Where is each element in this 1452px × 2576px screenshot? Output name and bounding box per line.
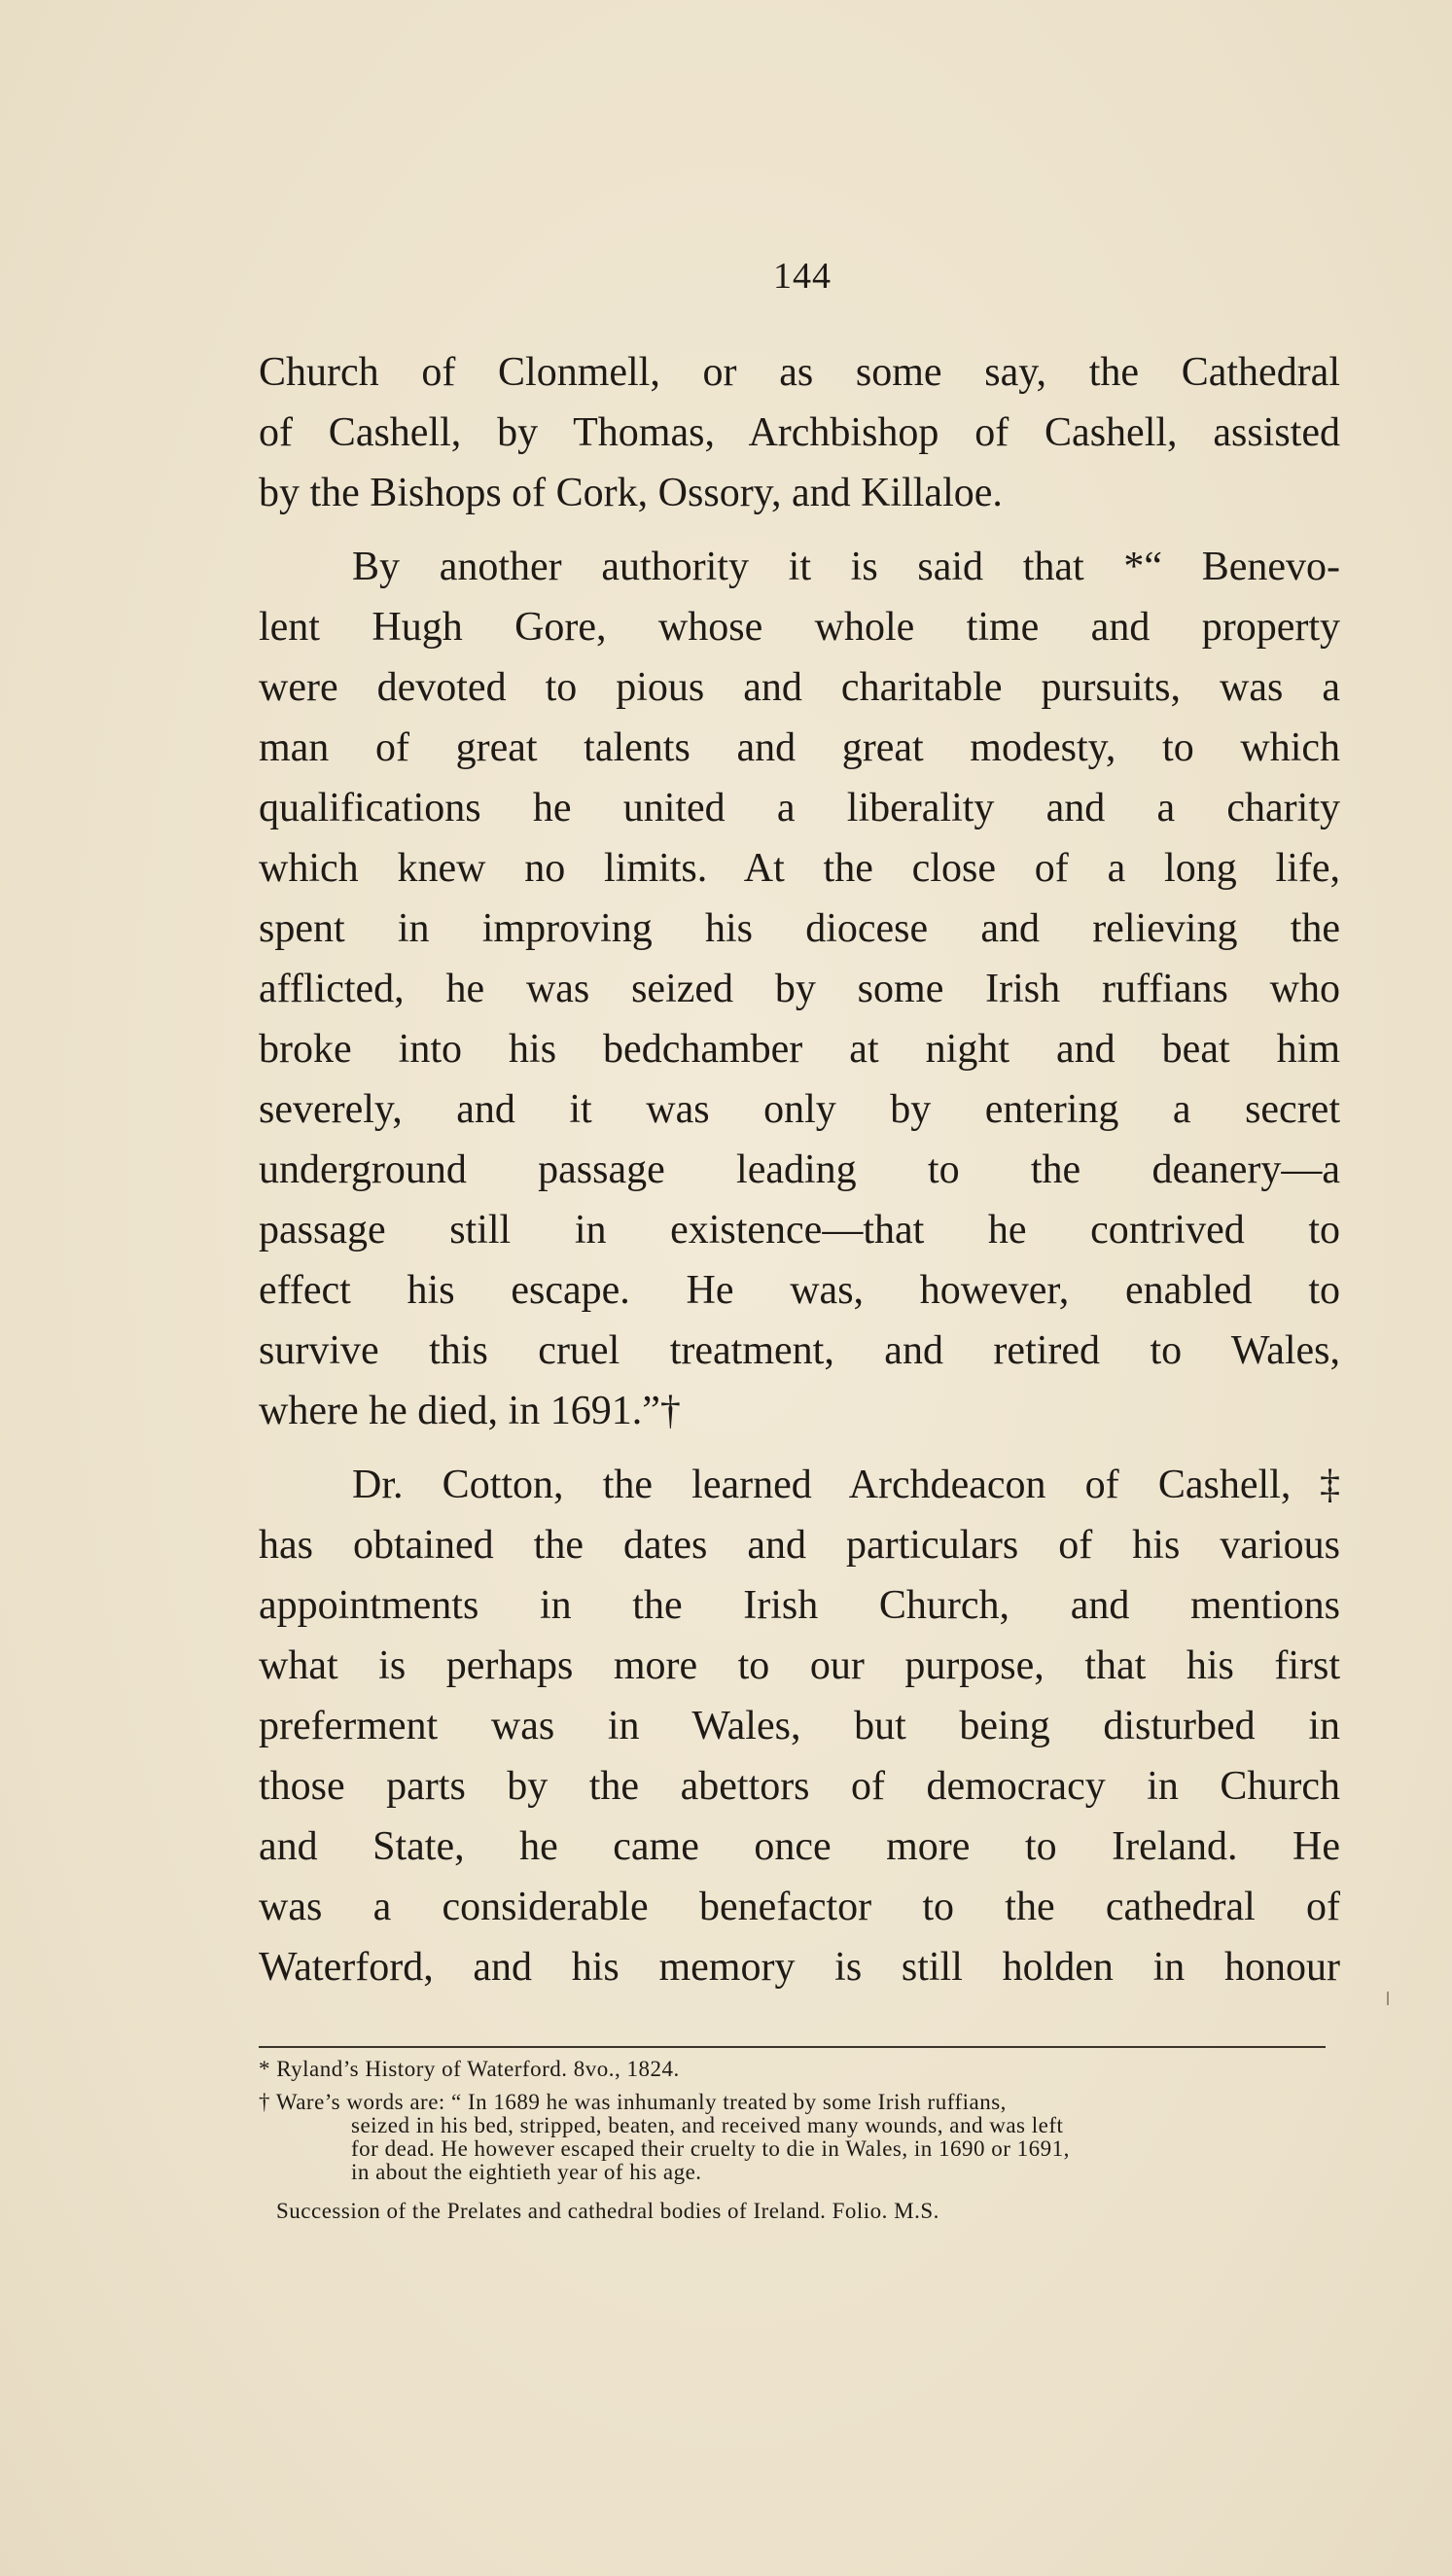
text-line: spent in improving his diocese and relieving the: [259, 906, 1340, 951]
footnote-1: [259, 2058, 1340, 2081]
text-line: underground passage leading to the deanery—a: [259, 1147, 1340, 1192]
text-line: effect his escape. He was, however, enabled to: [259, 1268, 1340, 1313]
text-line: what is perhaps more to our purpose, that his first: [259, 1643, 1340, 1688]
text-line: qualifications he united a liberality and a charity: [259, 786, 1340, 830]
text-line: of Cashell, by Thomas, Archbishop of Cashell, assisted: [259, 410, 1340, 455]
text-line: preferment was in Wales, but being disturbed in: [259, 1704, 1340, 1748]
footnote-line: * Ryland’s History of Waterford. 8vo., 1824.: [259, 2057, 680, 2081]
footnote-3: [259, 2200, 1340, 2223]
text-line: Waterford, and his memory is still holden in honour: [259, 1945, 1340, 1990]
footnote-line: for dead. He however escaped their cruelty to die in Wales, in 1690 or 1691,: [351, 2136, 1070, 2161]
text-line: survive this cruel treatment, and retired to Wales,: [259, 1328, 1340, 1373]
text-line: was a considerable benefactor to the cathedral of: [259, 1885, 1340, 1929]
text-line: which knew no limits. At the close of a long life,: [259, 846, 1340, 891]
text-line: were devoted to pious and charitable pursuits, was a: [259, 665, 1340, 710]
text-line: has obtained the dates and particulars of his various: [259, 1523, 1340, 1568]
text-line: By another authority it is said that *“ Benevo-: [352, 545, 1340, 589]
text-line: Church of Clonmell, or as some say, the Cathedral: [259, 350, 1340, 395]
body-text: [259, 342, 1340, 1997]
text-line: where he died, in 1691.”†: [259, 1389, 681, 1433]
page-number: 144: [773, 256, 832, 297]
paragraph-2: [259, 537, 1340, 1441]
text-line: by the Bishops of Cork, Ossory, and Killaloe.: [259, 471, 1003, 515]
footnote-2: [259, 2091, 1340, 2184]
text-line: appointments in the Irish Church, and mentions: [259, 1583, 1340, 1628]
footnote-line: seized in his bed, stripped, beaten, and received many wounds, and was left: [351, 2113, 1064, 2137]
text-line: and State, he came once more to Ireland. He: [259, 1824, 1340, 1869]
text-line: passage still in existence—that he contrived to: [259, 1208, 1340, 1253]
text-line: afflicted, he was seized by some Irish ruffians who: [259, 967, 1340, 1011]
margin-mark: [1387, 1992, 1389, 2005]
footnote-rule: [259, 2046, 1326, 2048]
text-line: those parts by the abettors of democracy in Church: [259, 1764, 1340, 1809]
text-line: lent Hugh Gore, whose whole time and property: [259, 605, 1340, 650]
footnote-line: in about the eightieth year of his age.: [351, 2160, 702, 2184]
footnotes: [259, 2058, 1340, 2233]
paragraph-1: [259, 342, 1340, 523]
text-line: broke into his bedchamber at night and beat him: [259, 1027, 1340, 1072]
footnote-line: † Ware’s words are: “ In 1689 he was inhumanly treated by some Irish ruffians,: [259, 2090, 1007, 2114]
text-line: Dr. Cotton, the learned Archdeacon of Cashell,‡: [352, 1463, 1340, 1507]
paragraph-3: [259, 1455, 1340, 1997]
text-line: man of great talents and great modesty, to which: [259, 725, 1340, 770]
footnote-line: Succession of the Prelates and cathedral bodies of Ireland. Folio. M.S.: [276, 2199, 939, 2223]
text-line: severely, and it was only by entering a secret: [259, 1087, 1340, 1132]
